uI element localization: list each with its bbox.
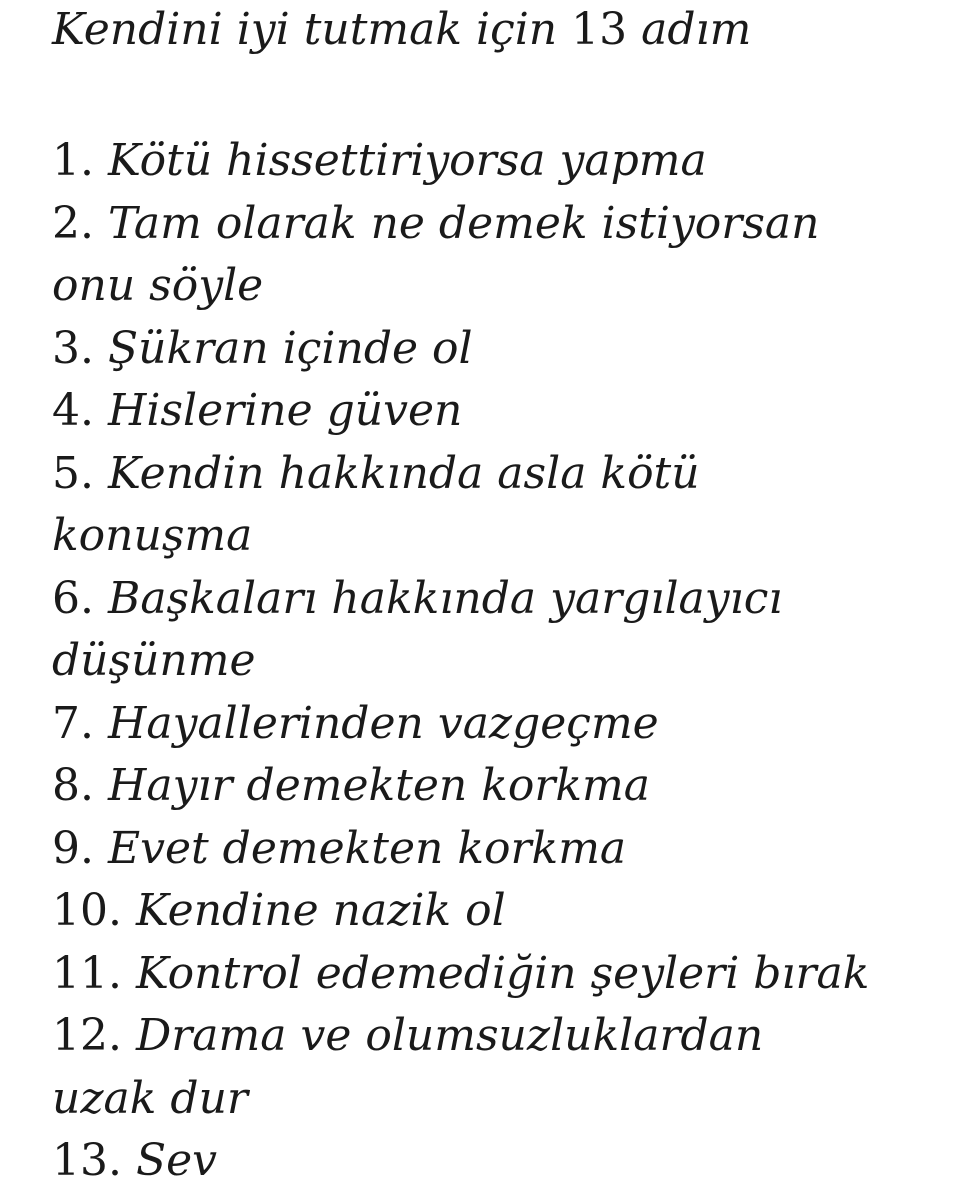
list-item bbox=[52, 755, 952, 818]
step-text: Hayır demekten korkma bbox=[107, 760, 651, 811]
list-item bbox=[52, 693, 952, 756]
list-item bbox=[52, 443, 952, 568]
steps-list bbox=[52, 130, 952, 1193]
step-text: Kontrol edemediğin şeyleri bırak bbox=[135, 947, 870, 999]
list-item bbox=[52, 818, 952, 881]
step-number: 6. bbox=[52, 572, 94, 624]
list-item bbox=[52, 130, 952, 193]
list-item bbox=[52, 193, 952, 318]
step-number: 8. bbox=[52, 760, 94, 811]
step-text: Kendin hakkında asla kötü bbox=[107, 447, 700, 499]
step-number: 11. bbox=[52, 947, 122, 999]
list-item bbox=[52, 380, 952, 443]
step-text: Başkaları hakkında yargılayıcı bbox=[107, 572, 783, 624]
step-number: 10. bbox=[52, 885, 122, 936]
step-text-continued: düşünme bbox=[52, 635, 256, 686]
step-number: 12. bbox=[52, 1010, 122, 1061]
list-item bbox=[52, 1130, 952, 1193]
step-number: 5. bbox=[52, 447, 94, 499]
page-title bbox=[52, 6, 751, 54]
step-text: Drama ve olumsuzluklardan bbox=[135, 1010, 764, 1061]
step-text: Kendine nazik ol bbox=[135, 885, 506, 936]
title-text: Kendini iyi tutmak için bbox=[52, 4, 558, 55]
list-item bbox=[52, 880, 952, 943]
step-text: Hislerine güven bbox=[107, 385, 463, 436]
step-number: 7. bbox=[52, 697, 94, 749]
step-text: Kötü hissettiriyorsa yapma bbox=[107, 135, 707, 186]
title-suffix: adım bbox=[641, 4, 752, 55]
step-text-continued: konuşma bbox=[52, 510, 253, 561]
list-item bbox=[52, 1005, 952, 1130]
list-item bbox=[52, 318, 952, 381]
step-text: Hayallerinden vazgeçme bbox=[107, 697, 659, 749]
step-number: 13. bbox=[52, 1135, 122, 1186]
step-number: 3. bbox=[52, 322, 94, 374]
step-text-continued: uzak dur bbox=[52, 1072, 248, 1124]
step-text: Tam olarak ne demek istiyorsan bbox=[107, 197, 820, 249]
title-number: 13 bbox=[571, 4, 628, 55]
step-number: 9. bbox=[52, 822, 94, 874]
step-number: 1. bbox=[52, 135, 94, 186]
step-text: Şükran içinde ol bbox=[107, 322, 473, 374]
step-number: 4. bbox=[52, 385, 94, 436]
step-text-continued: onu söyle bbox=[52, 260, 264, 311]
list-item bbox=[52, 568, 952, 693]
step-text: Sev bbox=[135, 1135, 218, 1186]
list-item bbox=[52, 943, 952, 1006]
step-number: 2. bbox=[52, 197, 94, 249]
step-text: Evet demekten korkma bbox=[107, 822, 627, 874]
